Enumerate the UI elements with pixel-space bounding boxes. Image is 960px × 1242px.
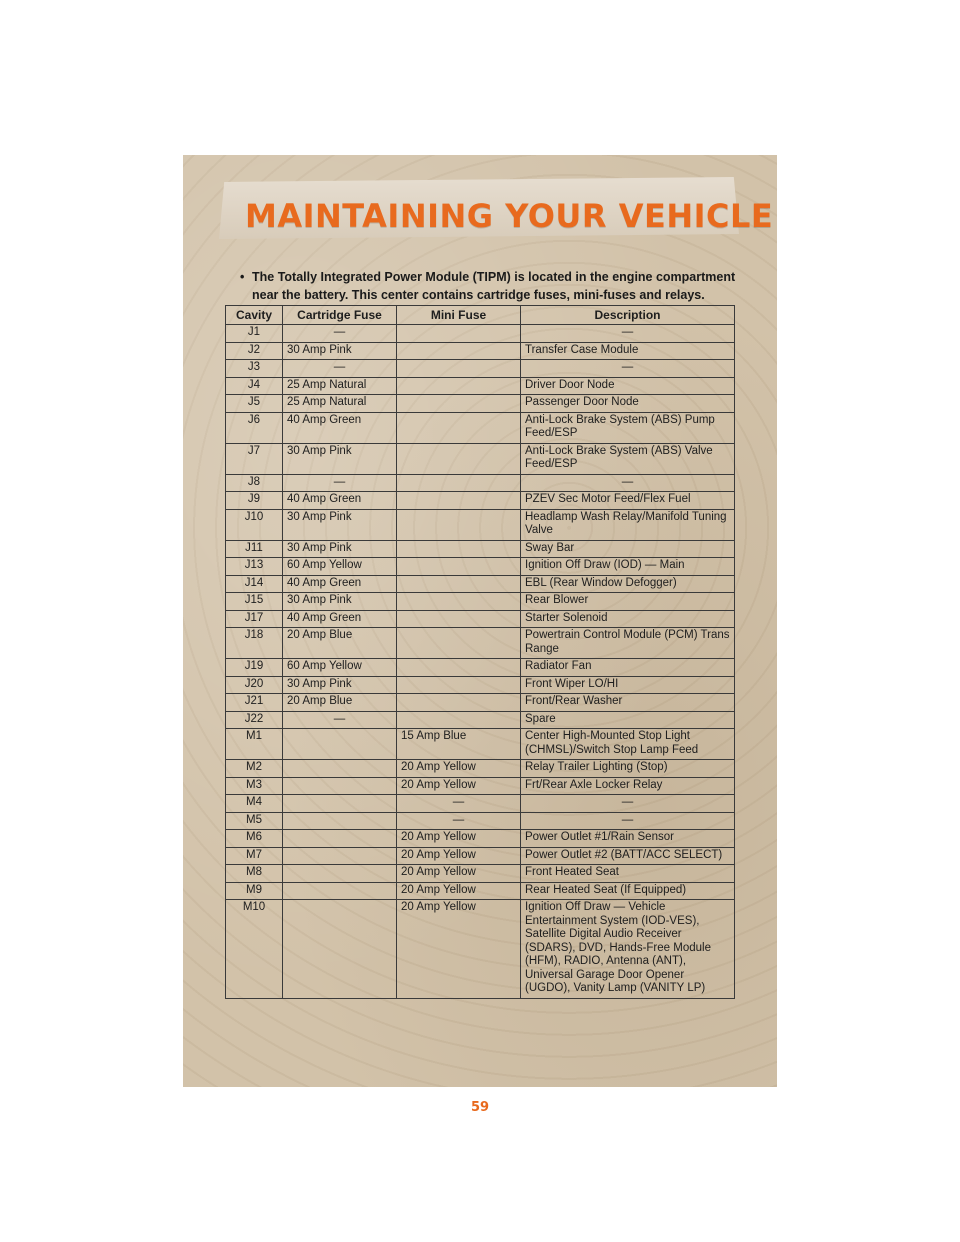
table-row xyxy=(226,777,735,795)
cavity-cell: M6 xyxy=(226,830,283,848)
cavity-cell: J11 xyxy=(226,540,283,558)
mini-fuse-cell: 20 Amp Yellow xyxy=(397,900,521,999)
table-row xyxy=(226,812,735,830)
cartridge-fuse-cell: 30 Amp Pink xyxy=(283,342,397,360)
section-title: MAINTAINING YOUR VEHICLE xyxy=(245,197,774,235)
cartridge-fuse-cell: 60 Amp Yellow xyxy=(283,558,397,576)
table-row xyxy=(226,795,735,813)
cartridge-fuse-cell: — xyxy=(283,360,397,378)
description-cell: Power Outlet #2 (BATT/ACC SELECT) xyxy=(521,847,735,865)
table-row xyxy=(226,395,735,413)
cartridge-fuse-cell: 25 Amp Natural xyxy=(283,377,397,395)
cavity-cell: J17 xyxy=(226,610,283,628)
description-cell: — xyxy=(521,812,735,830)
table-row xyxy=(226,760,735,778)
cavity-cell: M4 xyxy=(226,795,283,813)
cavity-cell: J20 xyxy=(226,676,283,694)
mini-fuse-cell xyxy=(397,377,521,395)
table-header-row xyxy=(226,306,735,325)
description-cell: Sway Bar xyxy=(521,540,735,558)
cartridge-fuse-cell: 40 Amp Green xyxy=(283,492,397,510)
cartridge-fuse-cell: 40 Amp Green xyxy=(283,412,397,443)
table-row xyxy=(226,474,735,492)
cavity-cell: J10 xyxy=(226,509,283,540)
cartridge-fuse-cell: — xyxy=(283,711,397,729)
table-row xyxy=(226,443,735,474)
description-cell: Front Heated Seat xyxy=(521,865,735,883)
intro-paragraph xyxy=(240,268,742,304)
header-mini-fuse: Mini Fuse xyxy=(397,306,521,325)
mini-fuse-cell xyxy=(397,412,521,443)
table-row xyxy=(226,492,735,510)
description-cell: — xyxy=(521,474,735,492)
description-cell: Headlamp Wash Relay/Manifold Tuning Valve xyxy=(521,509,735,540)
mini-fuse-cell xyxy=(397,540,521,558)
fuse-table xyxy=(225,305,735,999)
description-cell: — xyxy=(521,325,735,343)
mini-fuse-cell xyxy=(397,360,521,378)
table-row xyxy=(226,830,735,848)
mini-fuse-cell xyxy=(397,443,521,474)
description-cell: Spare xyxy=(521,711,735,729)
cavity-cell: J18 xyxy=(226,628,283,659)
cavity-cell: M1 xyxy=(226,729,283,760)
cavity-cell: J21 xyxy=(226,694,283,712)
table-row xyxy=(226,610,735,628)
mini-fuse-cell: 20 Amp Yellow xyxy=(397,830,521,848)
description-cell: Center High-Mounted Stop Light (CHMSL)/Switch Stop Lamp Feed xyxy=(521,729,735,760)
description-cell: Ignition Off Draw — Vehicle Entertainment System (IOD-VES), Satellite Digital Audio Receiver (SDARS), DVD, Hands-Free Module (HFM), RADIO, Antenna (ANT), Universal Garage Door Opener (UGDO), Vanity Lamp (VANITY LP) xyxy=(521,900,735,999)
cartridge-fuse-cell xyxy=(283,882,397,900)
description-cell: PZEV Sec Motor Feed/Flex Fuel xyxy=(521,492,735,510)
cartridge-fuse-cell: 25 Amp Natural xyxy=(283,395,397,413)
mini-fuse-cell xyxy=(397,593,521,611)
mini-fuse-cell: 20 Amp Yellow xyxy=(397,865,521,883)
table-row xyxy=(226,342,735,360)
cavity-cell: J6 xyxy=(226,412,283,443)
header-cavity: Cavity xyxy=(226,306,283,325)
mini-fuse-cell: — xyxy=(397,795,521,813)
cavity-cell: J15 xyxy=(226,593,283,611)
description-cell: EBL (Rear Window Defogger) xyxy=(521,575,735,593)
cartridge-fuse-cell: 30 Amp Pink xyxy=(283,540,397,558)
description-cell: — xyxy=(521,360,735,378)
table-row xyxy=(226,360,735,378)
mini-fuse-cell xyxy=(397,711,521,729)
cavity-cell: M10 xyxy=(226,900,283,999)
table-row xyxy=(226,729,735,760)
table-row xyxy=(226,882,735,900)
table-row xyxy=(226,900,735,999)
cavity-cell: J4 xyxy=(226,377,283,395)
description-cell: Passenger Door Node xyxy=(521,395,735,413)
mini-fuse-cell: 15 Amp Blue xyxy=(397,729,521,760)
mini-fuse-cell xyxy=(397,610,521,628)
table-row xyxy=(226,847,735,865)
table-row xyxy=(226,865,735,883)
cavity-cell: M8 xyxy=(226,865,283,883)
mini-fuse-cell xyxy=(397,575,521,593)
description-cell: Driver Door Node xyxy=(521,377,735,395)
cavity-cell: M7 xyxy=(226,847,283,865)
mini-fuse-cell xyxy=(397,558,521,576)
cavity-cell: J1 xyxy=(226,325,283,343)
cavity-cell: J5 xyxy=(226,395,283,413)
cavity-cell: J7 xyxy=(226,443,283,474)
description-cell: Rear Heated Seat (If Equipped) xyxy=(521,882,735,900)
cartridge-fuse-cell xyxy=(283,900,397,999)
cartridge-fuse-cell: 30 Amp Pink xyxy=(283,593,397,611)
description-cell: Front/Rear Washer xyxy=(521,694,735,712)
description-cell: Relay Trailer Lighting (Stop) xyxy=(521,760,735,778)
table-row xyxy=(226,558,735,576)
cavity-cell: J3 xyxy=(226,360,283,378)
mini-fuse-cell: 20 Amp Yellow xyxy=(397,847,521,865)
cartridge-fuse-cell: — xyxy=(283,474,397,492)
cartridge-fuse-cell xyxy=(283,729,397,760)
cartridge-fuse-cell xyxy=(283,795,397,813)
table-row xyxy=(226,694,735,712)
mini-fuse-cell: 20 Amp Yellow xyxy=(397,882,521,900)
table-row xyxy=(226,412,735,443)
description-cell: Powertrain Control Module (PCM) Trans Range xyxy=(521,628,735,659)
description-cell: Transfer Case Module xyxy=(521,342,735,360)
description-cell: Anti-Lock Brake System (ABS) Valve Feed/ESP xyxy=(521,443,735,474)
cavity-cell: J2 xyxy=(226,342,283,360)
cavity-cell: J14 xyxy=(226,575,283,593)
description-cell: Frt/Rear Axle Locker Relay xyxy=(521,777,735,795)
mini-fuse-cell xyxy=(397,694,521,712)
cartridge-fuse-cell: — xyxy=(283,325,397,343)
cartridge-fuse-cell: 30 Amp Pink xyxy=(283,443,397,474)
cavity-cell: M9 xyxy=(226,882,283,900)
mini-fuse-cell xyxy=(397,325,521,343)
cavity-cell: J8 xyxy=(226,474,283,492)
description-cell: Anti-Lock Brake System (ABS) Pump Feed/ESP xyxy=(521,412,735,443)
table-row xyxy=(226,593,735,611)
bullet-icon: • xyxy=(240,270,245,284)
description-cell: Rear Blower xyxy=(521,593,735,611)
table-row xyxy=(226,509,735,540)
mini-fuse-cell: — xyxy=(397,812,521,830)
cartridge-fuse-cell xyxy=(283,830,397,848)
mini-fuse-cell xyxy=(397,492,521,510)
mini-fuse-cell xyxy=(397,676,521,694)
mini-fuse-cell: 20 Amp Yellow xyxy=(397,760,521,778)
cavity-cell: M5 xyxy=(226,812,283,830)
cartridge-fuse-cell: 30 Amp Pink xyxy=(283,509,397,540)
cartridge-fuse-cell xyxy=(283,760,397,778)
header-description: Description xyxy=(521,306,735,325)
description-cell: Radiator Fan xyxy=(521,659,735,677)
table-row xyxy=(226,575,735,593)
table-row xyxy=(226,711,735,729)
cartridge-fuse-cell: 60 Amp Yellow xyxy=(283,659,397,677)
mini-fuse-cell xyxy=(397,395,521,413)
cartridge-fuse-cell: 20 Amp Blue xyxy=(283,694,397,712)
table-row xyxy=(226,628,735,659)
mini-fuse-cell: 20 Amp Yellow xyxy=(397,777,521,795)
description-cell: Front Wiper LO/HI xyxy=(521,676,735,694)
cavity-cell: M3 xyxy=(226,777,283,795)
table-row xyxy=(226,377,735,395)
cartridge-fuse-cell: 30 Amp Pink xyxy=(283,676,397,694)
cartridge-fuse-cell xyxy=(283,847,397,865)
cartridge-fuse-cell: 40 Amp Green xyxy=(283,610,397,628)
mini-fuse-cell xyxy=(397,509,521,540)
cartridge-fuse-cell xyxy=(283,812,397,830)
mini-fuse-cell xyxy=(397,342,521,360)
table-row xyxy=(226,659,735,677)
table-row xyxy=(226,540,735,558)
cavity-cell: J9 xyxy=(226,492,283,510)
description-cell: Power Outlet #1/Rain Sensor xyxy=(521,830,735,848)
mini-fuse-cell xyxy=(397,659,521,677)
cartridge-fuse-cell xyxy=(283,865,397,883)
header-cartridge-fuse: Cartridge Fuse xyxy=(283,306,397,325)
page-number: 59 xyxy=(470,1100,490,1115)
cartridge-fuse-cell xyxy=(283,777,397,795)
table-row xyxy=(226,325,735,343)
mini-fuse-cell xyxy=(397,628,521,659)
mini-fuse-cell xyxy=(397,474,521,492)
cavity-cell: M2 xyxy=(226,760,283,778)
cavity-cell: J22 xyxy=(226,711,283,729)
description-cell: Ignition Off Draw (IOD) — Main xyxy=(521,558,735,576)
cavity-cell: J13 xyxy=(226,558,283,576)
cartridge-fuse-cell: 40 Amp Green xyxy=(283,575,397,593)
description-cell: — xyxy=(521,795,735,813)
manual-page xyxy=(183,155,777,1115)
table-row xyxy=(226,676,735,694)
fuse-table-body xyxy=(226,325,735,999)
description-cell: Starter Solenoid xyxy=(521,610,735,628)
intro-text: The Totally Integrated Power Module (TIPM) is located in the engine compartment near the battery. This center contains cartridge fuses, mini-fuses and relays. xyxy=(252,270,736,302)
cartridge-fuse-cell: 20 Amp Blue xyxy=(283,628,397,659)
cavity-cell: J19 xyxy=(226,659,283,677)
